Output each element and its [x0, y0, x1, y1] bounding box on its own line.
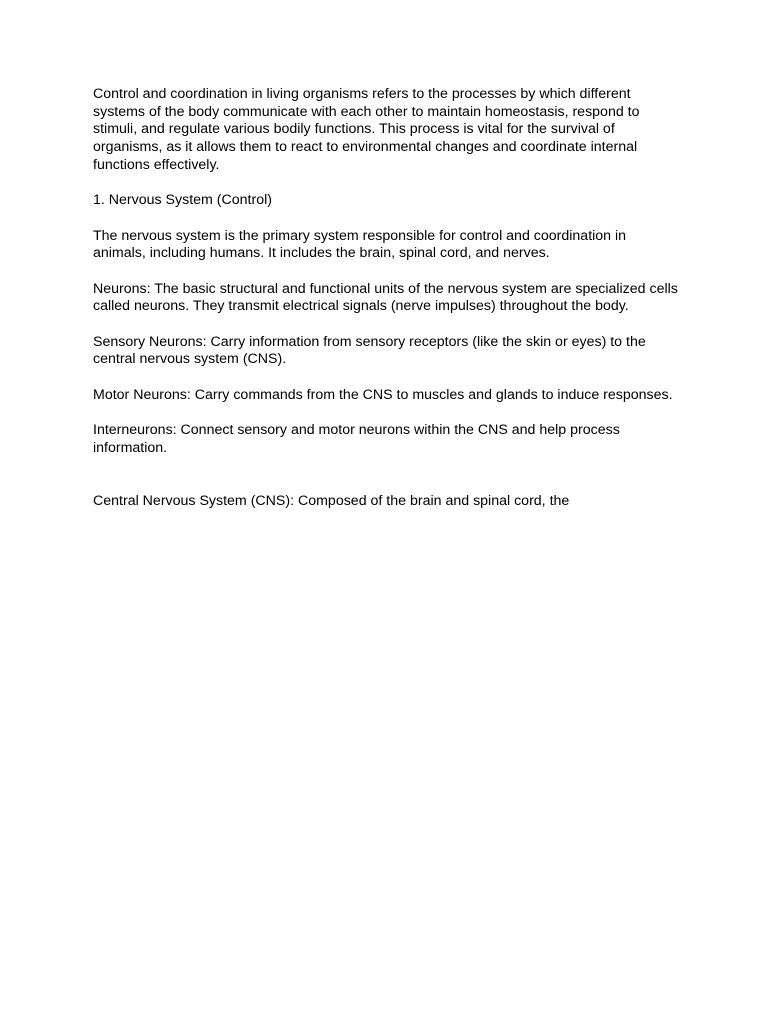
motor-neurons-paragraph: Motor Neurons: Carry commands from the CNS to muscles and glands to induce responses. [93, 386, 673, 403]
sensory-neurons-paragraph: Sensory Neurons: Carry information from sensory receptors (like the skin or eyes) to the central nervous system (CNS). [93, 333, 646, 368]
section-heading-nervous-system: 1. Nervous System (Control) [93, 192, 272, 209]
interneurons-paragraph: Interneurons: Connect sensory and motor neurons within the CNS and help process information. [93, 422, 620, 456]
neurons-paragraph: Neurons: The basic structural and functional units of the nervous system are specialized cells called neurons. They transmit electrical signals (nerve impulses) throughout the body. [93, 280, 678, 315]
nervous-system-paragraph: The nervous system is the primary system responsible for control and coordination in animals, including humans. It includes the brain, spinal cord, and nerves. [93, 227, 627, 262]
cns-paragraph: Central Nervous System (CNS): Composed of the brain and spinal cord, the [93, 493, 570, 510]
intro-paragraph: Control and coordination in living organisms refers to the processes by which different systems of the body communicate with each other to maintain homeostasis, respond to stimuli, and regulate various bodily functions. This process is vital for the survival of organisms, as it allows them to react to environmental changes and coordinate internal functions effectively. [93, 86, 640, 173]
